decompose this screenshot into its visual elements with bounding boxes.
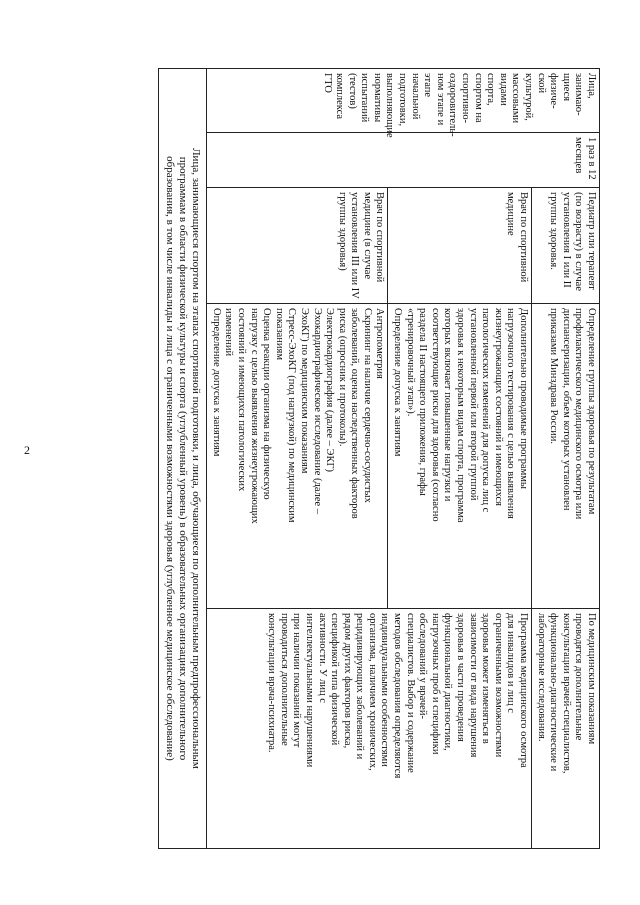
text-line: которых включает повышенные нагрузки и <box>442 308 454 502</box>
rotated-table-container <box>75 68 600 848</box>
text-line: (тестов) <box>346 73 358 109</box>
cell-section-heading <box>159 69 207 849</box>
text-line: щиеся физиче- <box>548 73 572 109</box>
cell-specialist <box>388 188 532 304</box>
text-line: здоровья может изменяться в <box>480 613 492 744</box>
text-line: обследований у врачей- <box>417 613 429 719</box>
cell-content <box>532 304 600 609</box>
text-line: диспансеризации, объем которых установлен <box>560 308 572 511</box>
text-line: Врач по спортивной <box>518 192 530 283</box>
text-line: ской культурой, <box>523 73 547 121</box>
cell-period <box>207 133 600 188</box>
text-line: здоровья в части проведения <box>455 613 467 742</box>
text-line: зависимости от вида нарушения <box>467 613 479 758</box>
text-line: при наличии показаний могут <box>291 613 303 748</box>
page-number: 2 <box>24 443 30 457</box>
cell-note-merged <box>207 609 532 849</box>
text-line: Оценка реакции организма на физическую <box>261 308 273 500</box>
text-line: Электрокардиография (далее – ЭКГ) <box>324 308 336 473</box>
text-line: Программа медицинского осмотра <box>518 613 530 768</box>
text-line: программам в области физической культуры и спорта (углубленный уровень) в образовательных организациях дополнительного <box>177 156 190 761</box>
text-line: медицине <box>505 192 517 236</box>
text-line: спецификой типа физической <box>329 613 341 746</box>
cell-content <box>388 304 532 609</box>
text-line: нагрузку с целью выявления жизнеугрожающих <box>248 308 260 524</box>
text-line: выполняющие <box>384 73 396 138</box>
text-line: патологических изменений для допуска лиц с <box>480 308 492 513</box>
text-line: «тренировочный этап»). <box>404 308 416 417</box>
text-line: ном этапе и <box>434 73 446 126</box>
cell-specialist <box>207 188 388 304</box>
text-line: группы здоровья) <box>336 192 348 271</box>
text-line: Лица, занимаю- <box>573 73 597 116</box>
text-line: видами спорта, <box>485 73 509 106</box>
text-line: медицине (в случае <box>361 192 373 280</box>
text-line: спортом на <box>472 73 484 123</box>
text-line: установленной первой или второй группой <box>467 308 479 501</box>
text-line: подготовки, <box>397 73 409 127</box>
text-line: специалистов. Выбор и содержание <box>404 613 416 773</box>
text-line: ограниченными возможностями <box>492 613 504 758</box>
cell-specialist <box>532 188 600 304</box>
text-line: Стресс-ЭхоКГ (под нагрузкой) по медицинским <box>286 308 298 523</box>
text-line: функционально-диагностические и <box>548 613 560 772</box>
text-line: Определение допуска к занятиям <box>392 308 404 457</box>
text-line: консультации врача-психиатра. <box>266 613 278 753</box>
text-line: раздела II настоящего приложения, графы <box>417 308 429 496</box>
text-line: заболеваний, оценка наследственных факторов <box>349 308 361 519</box>
text-line: испытаний <box>359 73 371 123</box>
text-line: приказами Минздрава России. <box>548 308 560 444</box>
text-line: нагрузочного тестирования с целью выявления <box>505 308 517 519</box>
text-line: функциональной диагностики, <box>442 613 454 751</box>
text-line: индивидуальными особенностями <box>379 613 391 767</box>
cell-contingent <box>207 69 600 138</box>
text-line: для инвалидов и лиц с <box>505 613 517 713</box>
text-line: риска (опросник и протоколы). <box>336 308 348 447</box>
text-line: консультации врачей-специалистов, <box>560 613 572 774</box>
text-line: Определение допуска к занятиям <box>210 308 222 457</box>
text-line: группы здоровья. <box>548 192 560 270</box>
text-line: изменений <box>223 308 235 357</box>
text-line: методов обследования определяются <box>392 613 404 779</box>
text-line: рядом других факторов риска, <box>341 613 353 749</box>
medical-exam-table <box>158 68 600 849</box>
text-line: Дополнительно проводимые программы <box>518 308 530 489</box>
text-line: 1 раз в 12 <box>586 137 597 180</box>
text-line: Антропометрия <box>374 308 386 379</box>
text-line: профилактического медицинского осмотра или <box>573 308 585 520</box>
text-line: ЭхоКГ) по медицинским показаниям <box>298 308 310 474</box>
text-line: нагрузочных проб и специфики <box>429 613 441 755</box>
text-line: рецидивирующих заболеваний и <box>354 613 366 760</box>
text-line: соответствующие риски для здоровья (согласно <box>429 308 441 522</box>
cell-note <box>532 609 600 849</box>
table-row <box>532 69 600 849</box>
text-line: оздоровитель- <box>447 73 459 137</box>
cell-content <box>207 304 388 609</box>
text-line: (по возрасту) в случае <box>573 192 585 292</box>
text-line: здоровья к некоторым видам спорта, программа <box>455 308 467 523</box>
text-line: Лица, занимающиеся спортом на этапах спортивной подготовки, и лица, обучающиеся по дополнительным предпрофессиональным <box>190 148 203 769</box>
text-line: массовыми <box>510 73 522 124</box>
text-line: Скрининг на наличие сердечно-сосудистых <box>361 308 373 503</box>
table-row <box>159 69 207 849</box>
text-line: проводятся дополнительные <box>573 613 585 741</box>
text-line: показаниям <box>273 308 285 360</box>
text-line: По медицинским показаниям <box>586 613 597 745</box>
text-line: Педиатр или терапевт <box>586 192 597 290</box>
text-line: этапе начальной <box>409 73 434 120</box>
text-line: состояний и имеющихся патологических <box>235 308 247 492</box>
text-line: Определение группы здоровья по результатам <box>586 308 597 515</box>
text-line: установления III или IV <box>349 192 361 299</box>
text-line: месяцев <box>573 137 585 174</box>
text-line: нормативы <box>371 73 383 123</box>
text-line: спортивно- <box>460 73 472 124</box>
text-line: жизнеугрожающих состояний и имеющихся <box>492 308 504 506</box>
text-line: организма, наличием хронических, <box>366 613 378 771</box>
text-line: лабораторные исследования. <box>535 613 547 742</box>
text-line: активности. У лиц с <box>316 613 328 703</box>
text-line: интеллектуальными нарушениями <box>303 613 315 768</box>
text-line: Эхокардиографическое исследование (далее – <box>311 308 323 515</box>
text-line: Врач по спортивной <box>374 192 386 283</box>
text-line: проводиться дополнительные <box>278 613 290 746</box>
text-line: образования, в том числе инвалиды и лица с ограниченными возможностями здоровья (углубленное медицинское обследование) <box>164 156 177 761</box>
text-line: комплекса ГТО <box>321 73 346 120</box>
text-line: установления I или II <box>560 192 572 288</box>
